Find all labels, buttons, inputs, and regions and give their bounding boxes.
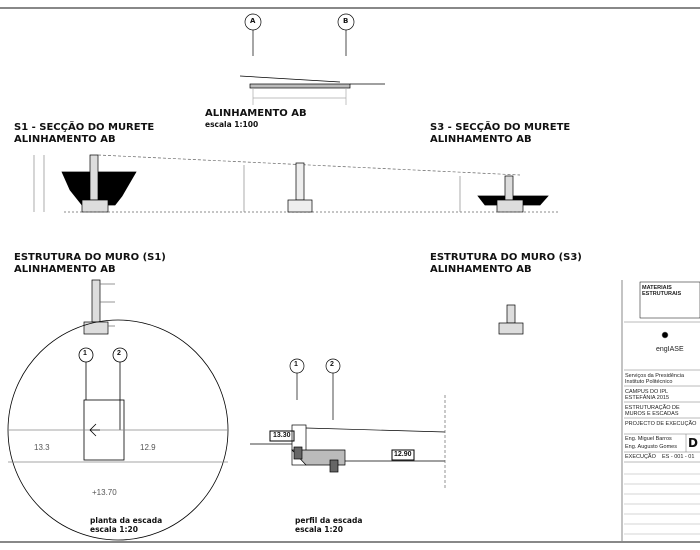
- e3-subtitle: ALINHAMENTO AB: [430, 264, 532, 275]
- planta-marker-1: 1: [83, 350, 87, 357]
- perfil-marker-2: 2: [330, 361, 334, 368]
- s3-title: S3 - SECÇÃO DO MURETE: [430, 122, 571, 133]
- location: CAMPUS DO IPL ESTEFÂNIA 2015: [625, 389, 670, 401]
- author: Eng. Augusto Gomes: [625, 444, 677, 450]
- perfil-level-1: 13.30: [273, 432, 291, 439]
- e1-title: ESTRUTURA DO MURO (S1): [14, 252, 166, 263]
- planta-level-1: 13.3: [34, 443, 50, 452]
- planta-level-3: +13.70: [92, 488, 117, 497]
- phase: PROJECTO DE EXECUÇÃO: [625, 421, 697, 427]
- plan-ab-title: ALINHAMENTO AB: [205, 108, 307, 119]
- planta-title: planta da escada: [90, 516, 163, 525]
- perfil-scale: escala 1:20: [295, 525, 343, 534]
- marker-a: A: [250, 17, 256, 25]
- perfil-level-2: 12.90: [394, 451, 412, 458]
- perfil-marker-1: 1: [294, 361, 298, 368]
- planta-marker-2: 2: [117, 350, 121, 357]
- s1-section-drawing: [34, 155, 520, 212]
- perfil-title: perfil da escada: [295, 516, 363, 525]
- client: Serviços da Presidência Instituto Politécnico: [625, 373, 685, 385]
- stage: EXECUÇÃO: [625, 454, 656, 460]
- materials-label: MATERIAIS ESTRUTURAIS: [642, 285, 682, 297]
- perfil-drawing: [250, 359, 445, 490]
- plan-ab-drawing: [240, 14, 385, 105]
- logo: engIASE: [656, 346, 684, 353]
- s3-section-drawing: [400, 176, 560, 212]
- s3-subtitle: ALINHAMENTO AB: [430, 134, 532, 145]
- coordination: Eng. Miguel Barros: [625, 436, 672, 442]
- plan-ab-scale: escala 1:100: [205, 120, 259, 129]
- structure-drawings: [84, 280, 523, 334]
- e3-title: ESTRUTURA DO MURO (S3): [430, 252, 582, 263]
- sheet-letter: D: [688, 436, 698, 450]
- e1-subtitle: ALINHAMENTO AB: [14, 264, 116, 275]
- drawing-number: ES - 001 - 01: [662, 454, 695, 460]
- subject: ESTRUTURAÇÃO DE MUROS E ESCADAS: [625, 405, 680, 417]
- marker-b: B: [343, 17, 349, 25]
- planta-scale: escala 1:20: [90, 525, 138, 534]
- s1-subtitle: ALINHAMENTO AB: [14, 134, 116, 145]
- planta-level-2: 12.9: [140, 443, 156, 452]
- s1-title: S1 - SECÇÃO DO MURETE: [14, 122, 155, 133]
